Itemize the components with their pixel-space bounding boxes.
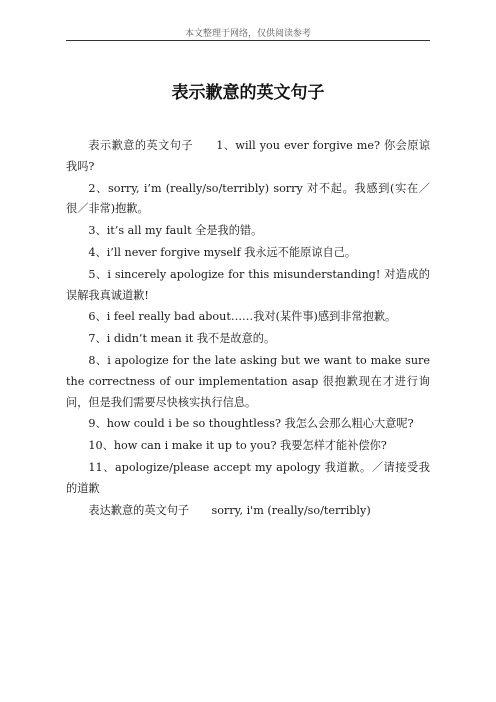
paragraph: 2、sorry, i’m (really/so/terribly) sorry 对不起。我感到(实在／很／非常)抱歉。 [66,181,430,216]
paragraph: 10、how can i make it up to you? 我要怎样才能补偿你? [88,439,387,453]
paragraph: 11、apologize/please accept my apology 我道歉。／请接受我的道歉 [66,460,430,495]
paragraph: 3、it’s all my fault 全是我的错。 [88,224,263,238]
paragraph: 8、i apologize for the late asking but we want to make sure the correctness of our implementation asap 很抱歉现在才进行询问，但是我们需要尽快核实执行信息。 [66,353,430,409]
page-title: 表示歉意的英文句子 [171,83,325,103]
paragraph: 7、i didn’t mean it 我不是故意的。 [88,332,276,346]
paragraph: 6、i feel really bad about……我对(某件事)感到非常抱歉。 [88,310,397,324]
paragraph: 表示歉意的英文句子 1、will you ever forgive me? 你会原谅我吗? [66,139,430,173]
document-body [66,136,430,522]
paragraph: 表达歉意的英文句子 sorry, i'm (really/so/terribly) [88,503,371,517]
paragraph: 5、i sincerely apologize for this misunderstanding! 对造成的误解我真诚道歉! [66,267,430,302]
header-note: 本文整理于网络，仅供阅读参考 [184,29,311,39]
header-divider [66,40,430,41]
paragraph: 4、i’ll never forgive myself 我永远不能原谅自己。 [88,245,357,259]
paragraph: 9、how could i be so thoughtless? 我怎么会那么粗心大意呢? [88,417,414,431]
